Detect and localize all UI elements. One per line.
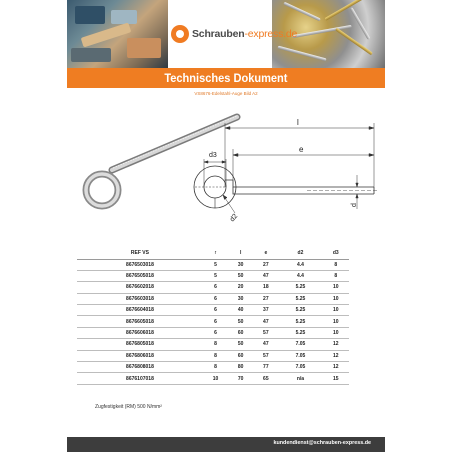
cell-e: 77 (253, 362, 278, 373)
cell-e: 47 (253, 339, 278, 350)
schematic-eye-bolt (194, 166, 377, 208)
technical-drawing (67, 105, 385, 245)
cell-r: 6 (203, 316, 228, 327)
cell-l: 60 (228, 327, 253, 338)
table-row (77, 350, 349, 361)
table-row (77, 373, 349, 384)
cell-e: 18 (253, 282, 278, 293)
cell-r: 6 (203, 293, 228, 304)
cell-e: 27 (253, 259, 278, 270)
dimension-lines (204, 123, 374, 213)
dim-label-l: l (297, 118, 299, 127)
table-header-row (77, 247, 349, 259)
dim-label-e: e (299, 145, 304, 154)
brand-name: Schrauben-express.de (192, 28, 298, 40)
cell-ref: 8676603018 (77, 293, 203, 304)
cell-ref: 8676806018 (77, 350, 203, 361)
cell-e: 57 (253, 350, 278, 361)
cell-r: 6 (203, 327, 228, 338)
cell-d3: 10 (322, 327, 349, 338)
cell-l: 40 (228, 305, 253, 316)
dim-label-d3: d3 (209, 152, 217, 159)
cell-d2: 4.4 (278, 259, 322, 270)
page-title: Technisches Dokument (164, 71, 288, 85)
cell-r: 5 (203, 259, 228, 270)
cell-e: 57 (253, 327, 278, 338)
cell-ref: 8676606018 (77, 327, 203, 338)
table-row (77, 282, 349, 293)
cell-ref: 8676805018 (77, 339, 203, 350)
cell-d2: 7.05 (278, 350, 322, 361)
cell-r: 6 (203, 282, 228, 293)
table-row (77, 316, 349, 327)
table-row (77, 339, 349, 350)
cell-e: 65 (253, 373, 278, 384)
cell-d3: 12 (322, 350, 349, 361)
cell-e: 47 (253, 316, 278, 327)
cell-d2: 4.4 (278, 270, 322, 281)
eye-bolt-photo (86, 116, 237, 206)
dim-label-d2: d2 (228, 212, 240, 224)
table-row (77, 293, 349, 304)
cell-ref: 8676107018 (77, 373, 203, 384)
col-header-d3: d3 (322, 247, 349, 259)
support-email-link[interactable]: kundendienst@schrauben-express.de (273, 440, 371, 446)
table-row (77, 270, 349, 281)
cell-d2: n/a (278, 373, 322, 384)
cell-ref: 8676808018 (77, 362, 203, 373)
cell-r: 10 (203, 373, 228, 384)
cell-d2: 5.25 (278, 305, 322, 316)
cell-ref: 8676505018 (77, 270, 203, 281)
table-row (77, 305, 349, 316)
product-subtitle: VS8676-Edelstahl-Auge Bild A2 (194, 91, 258, 96)
dim-label-d: d (351, 203, 358, 207)
cell-l: 50 (228, 316, 253, 327)
cell-e: 37 (253, 305, 278, 316)
logo-icon (171, 25, 189, 43)
table-row (77, 327, 349, 338)
cell-d2: 7.05 (278, 339, 322, 350)
footer-bar (67, 437, 385, 452)
cell-d2: 5.25 (278, 293, 322, 304)
cell-d3: 10 (322, 305, 349, 316)
cell-r: 5 (203, 270, 228, 281)
cell-d3: 10 (322, 293, 349, 304)
col-header-ref: REF VS (77, 247, 203, 259)
header-banner (67, 0, 385, 68)
table-row (77, 259, 349, 270)
cell-d3: 8 (322, 259, 349, 270)
cell-l: 30 (228, 259, 253, 270)
cell-d3: 10 (322, 316, 349, 327)
col-header-l: l (228, 247, 253, 259)
cell-l: 70 (228, 373, 253, 384)
col-header-r: r (203, 247, 228, 259)
title-bar (67, 68, 385, 88)
cell-d3: 12 (322, 339, 349, 350)
cell-d2: 5.25 (278, 282, 322, 293)
col-header-d2: d2 (278, 247, 322, 259)
cell-l: 20 (228, 282, 253, 293)
cell-d3: 15 (322, 373, 349, 384)
cell-r: 8 (203, 350, 228, 361)
cell-r: 8 (203, 362, 228, 373)
cell-ref: 8676605018 (77, 316, 203, 327)
cell-l: 60 (228, 350, 253, 361)
cell-d2: 5.25 (278, 316, 322, 327)
cell-ref: 8676604018 (77, 305, 203, 316)
table-row (77, 362, 349, 373)
cell-r: 8 (203, 339, 228, 350)
cell-l: 50 (228, 270, 253, 281)
cell-ref: 8676602018 (77, 282, 203, 293)
spec-table (77, 247, 349, 385)
cell-r: 6 (203, 305, 228, 316)
cell-d3: 10 (322, 282, 349, 293)
cell-d3: 12 (322, 362, 349, 373)
document-page (67, 0, 385, 452)
cell-l: 80 (228, 362, 253, 373)
tensile-strength-note: Zugfestigkeit (RM) 500 N/mm² (95, 404, 162, 410)
cell-ref: 8676503018 (77, 259, 203, 270)
cell-e: 47 (253, 270, 278, 281)
header-photo-tools (67, 0, 168, 68)
col-header-e: e (253, 247, 278, 259)
cell-e: 27 (253, 293, 278, 304)
cell-d2: 7.05 (278, 362, 322, 373)
cell-d2: 5.25 (278, 327, 322, 338)
cell-l: 30 (228, 293, 253, 304)
brand-logo[interactable] (171, 21, 297, 47)
cell-d3: 8 (322, 270, 349, 281)
cell-l: 50 (228, 339, 253, 350)
